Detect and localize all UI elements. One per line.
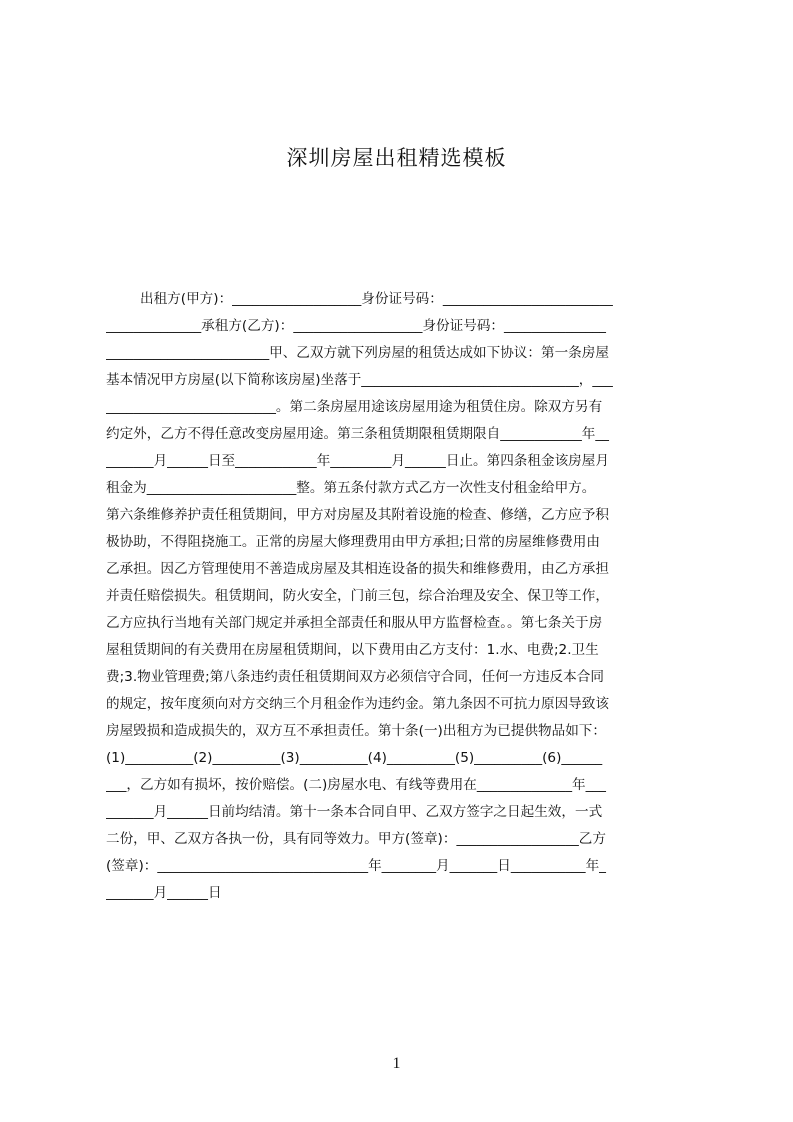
body-line: 租金为______________________整。第五条付款方式乙方一次性支付租金给甲方。 (106, 480, 596, 496)
body-line: ________________________甲、乙双方就下列房屋的租赁达成如下协议：第一条房屋 (106, 345, 609, 361)
body-line: 并责任赔偿损失。租赁期间，防火安全，门前三包，综合治理及安全、保卫等工作， (106, 588, 609, 604)
body-line: _______月______日至____________年_________月______日止。第四条租金该房屋月 (106, 453, 609, 469)
body-line: _______月______日 (106, 885, 222, 901)
body-line: 基本情况甲方房屋(以下简称该房屋)坐落于________________________________，___ (106, 372, 613, 388)
body-line: 的规定，按年度须向对方交纳三个月租金作为违约金。第九条因不可抗力原因导致该 (106, 696, 609, 712)
contract-body (106, 286, 698, 907)
body-line: 乙承担。因乙方管理使用不善造成房屋及其相连设备的损失和维修费用，由乙方承担 (106, 561, 609, 577)
body-line: (1)__________(2)__________(3)__________(4)__________(5)__________(6)______ (106, 750, 603, 766)
body-line: 约定外，乙方不得任意改变房屋用途。第三条租赁期限租赁期限自____________年__ (106, 426, 609, 442)
body-line: 房屋毁损和造成损失的，双方互不承担责任。第十条(一)出租方为已提供物品如下： (106, 723, 606, 739)
body-line: ___，乙方如有损坏，按价赔偿。(二)房屋水电、有线等费用在______________年___ (106, 777, 606, 793)
page-number: 1 (392, 1055, 401, 1072)
body-line: 第六条维修养护责任租赁期间，甲方对房屋及其附着设施的检查、修缮，乙方应予积 (106, 507, 609, 523)
body-line: ______________承租方(乙方)：___________________身份证号码：_______________ (106, 318, 606, 334)
body-line: 乙方应执行当地有关部门规定并承担全部责任和服从甲方监督检查。。第七条关于房 (106, 615, 603, 631)
body-line: _______月______日前均结清。第十一条本合同自甲、乙双方签字之日起生效，一式 (106, 804, 603, 820)
body-line: _________________________。第二条房屋用途该房屋用途为租赁住房。除双方另有 (106, 399, 603, 415)
body-line: 费;3.物业管理费;第八条违约责任租赁期间双方必须信守合同，任何一方违反本合同 (106, 669, 604, 685)
body-line: 屋租赁期间的有关费用在房屋租赁期间，以下费用由乙方支付：1.水、电费;2.卫生 (106, 642, 599, 658)
body-line: 出租方(甲方)：___________________身份证号码：_________________________ (140, 291, 613, 307)
body-line: 极协助，不得阻挠施工。正常的房屋大修理费用由甲方承担;日常的房屋维修费用由 (106, 534, 600, 550)
body-line: (签章)：_______________________________年________月_______日___________年_ (106, 858, 606, 874)
body-line: 二份，甲、乙双方各执一份，具有同等效力。甲方(签章)：__________________乙方 (106, 831, 606, 847)
document-title: 深圳房屋出租精选模板 (286, 146, 507, 170)
